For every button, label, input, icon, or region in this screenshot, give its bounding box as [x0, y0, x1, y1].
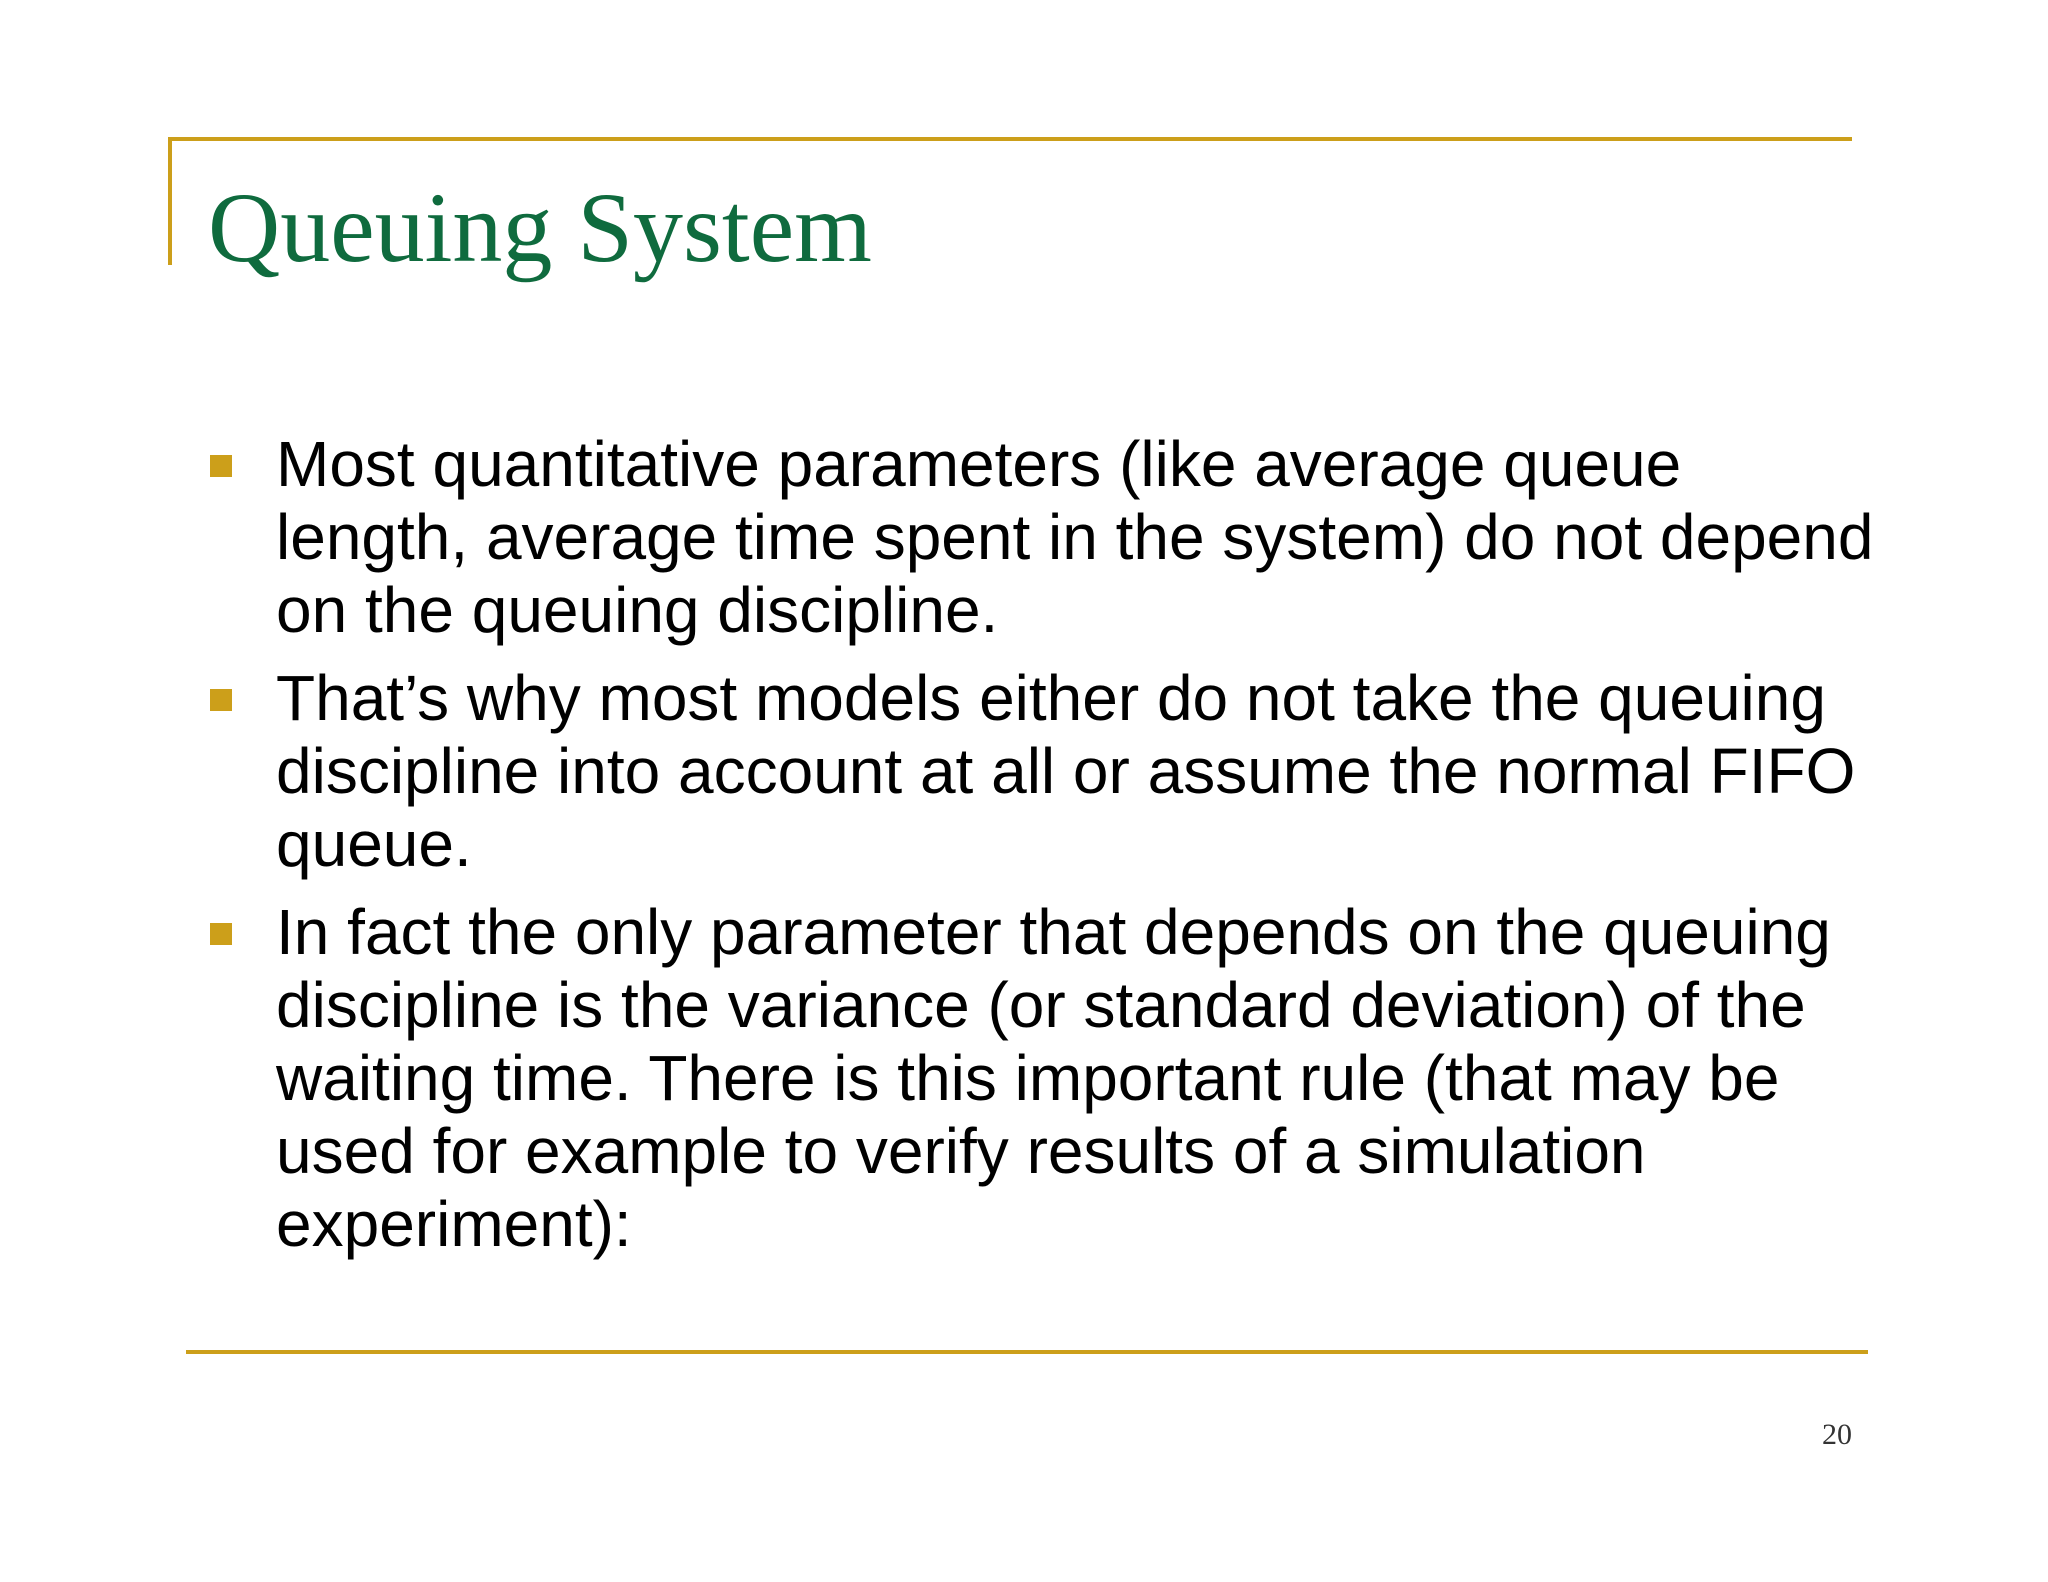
bullet-text: That’s why most models either do not take the queuing discipline into account at all or assume the normal FIFO queue. [276, 662, 1856, 880]
bullet-item [200, 896, 1880, 1261]
square-bullet-icon [210, 689, 232, 711]
bullet-text: In fact the only parameter that depends on the queuing discipline is the variance (or standard deviation) of the waiting time. There is this important rule (that may be used for example to verify results of a simulation experiment): [276, 896, 1831, 1260]
page-number: 20 [1822, 1418, 1852, 1451]
bullet-list [200, 428, 1880, 1276]
bullet-item [200, 662, 1880, 881]
bullet-item [200, 428, 1880, 647]
bullet-text: Most quantitative parameters (like average queue length, average time spent in the system) do not depend on the queuing discipline. [276, 428, 1874, 646]
title-frame-top-rule [168, 137, 1852, 141]
footer-rule [186, 1350, 1868, 1354]
title-frame-left-rule [168, 137, 172, 265]
square-bullet-icon [210, 923, 232, 945]
square-bullet-icon [210, 455, 232, 477]
slide-title: Queuing System [208, 172, 872, 283]
